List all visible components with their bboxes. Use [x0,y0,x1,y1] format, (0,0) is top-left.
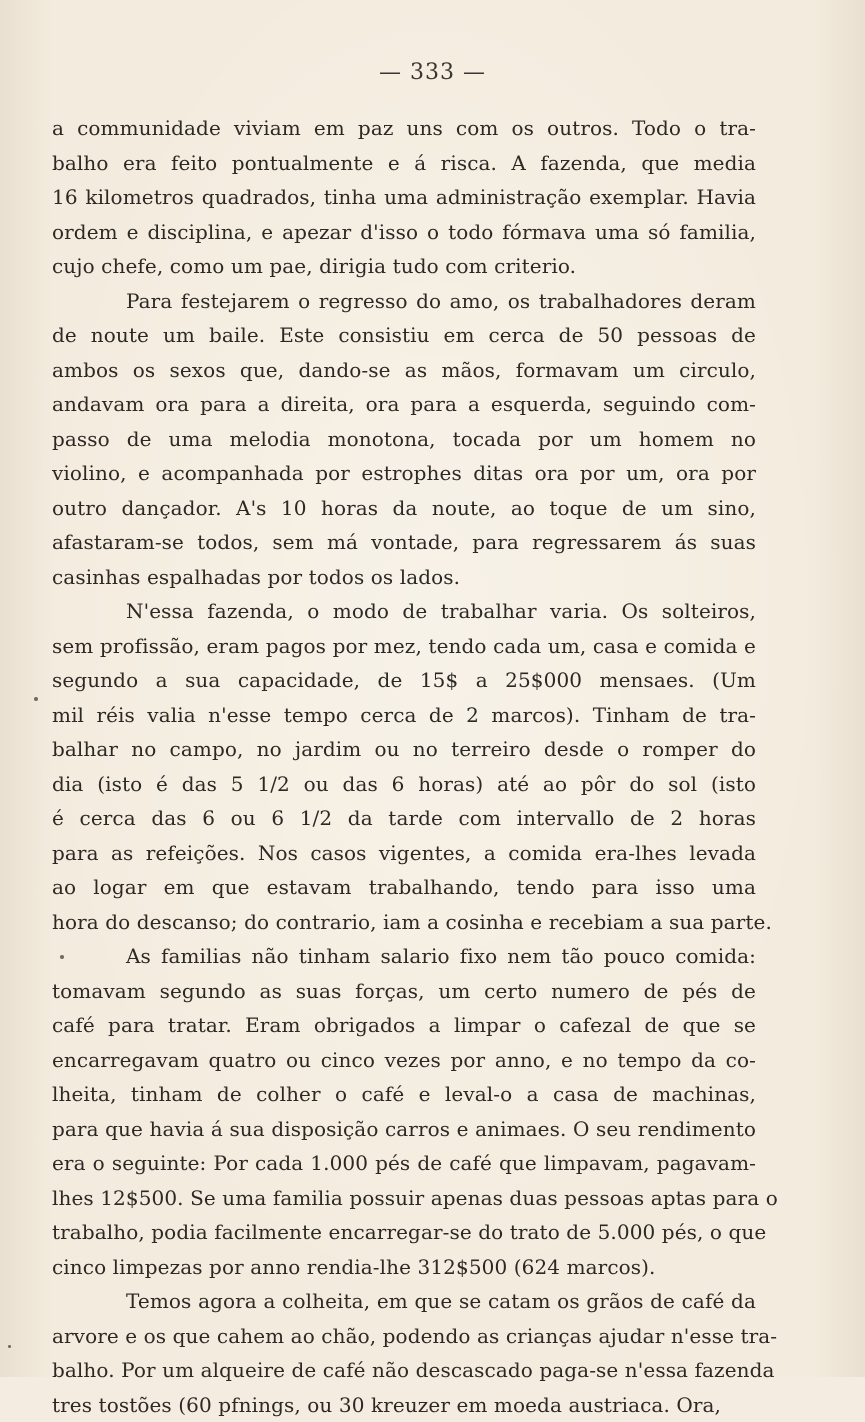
text-line: para as refeições. Nos casos vigentes, a comida era-lhes levada [52,836,756,871]
text-line: ao logar em que estavam trabalhando, tendo para isso uma [52,870,756,905]
text-line: 16 kilometros quadrados, tinha uma administração exemplar. Havia [52,180,756,215]
text-line: ambos os sexos que, dando-se as mãos, formavam um circulo, [52,353,756,388]
ink-speck [34,697,38,701]
ink-speck [60,955,64,959]
text-line: a communidade viviam em paz uns com os outros. Todo o tra- [52,111,756,146]
text-line: afastaram-se todos, sem má vontade, para regressarem ás suas [52,525,756,560]
text-line: café para tratar. Eram obrigados a limpar o cafezal de que se [52,1008,756,1043]
text-line: sem profissão, eram pagos por mez, tendo cada um, casa e comida e [52,629,756,664]
text-line: balhar no campo, no jardim ou no terreiro desde o romper do [52,732,756,767]
text-line: ordem e disciplina, e apezar d'isso o todo fórmava uma só familia, [52,215,756,250]
text-line: trabalho, podia facilmente encarregar-se do trato de 5.000 pés, o que [52,1215,756,1250]
text-line: N'essa fazenda, o modo de trabalhar varia. Os solteiros, [52,594,756,629]
text-line: outro dançador. A's 10 horas da noute, ao toque de um sino, [52,491,756,526]
text-line: mil réis valia n'esse tempo cerca de 2 marcos). Tinham de tra- [52,698,756,733]
text-line: As familias não tinham salario fixo nem tão pouco comida: [52,939,756,974]
text-line: passo de uma melodia monotona, tocada por um homem no [52,422,756,457]
text-line: é cerca das 6 ou 6 1/2 da tarde com intervallo de 2 horas [52,801,756,836]
text-line: para que havia á sua disposição carros e animaes. O seu rendimento [52,1112,756,1147]
text-line: Temos agora a colheita, em que se catam os grãos de café da [52,1284,756,1319]
body-text [52,111,756,1422]
text-line: lhes 12$500. Se uma familia possuir apenas duas pessoas aptas para o [52,1181,756,1216]
text-line: segundo a sua capacidade, de 15$ a 25$000 mensaes. (Um [52,663,756,698]
text-line: andavam ora para a direita, ora para a esquerda, seguindo com- [52,387,756,422]
ink-speck [8,1345,11,1348]
text-line: encarregavam quatro ou cinco vezes por anno, e no tempo da co- [52,1043,756,1078]
text-line: balho era feito pontualmente e á risca. A fazenda, que media [52,146,756,181]
text-line: Para festejarem o regresso do amo, os trabalhadores deram [52,284,756,319]
text-line: hora do descanso; do contrario, iam a cosinha e recebiam a sua parte. [52,905,756,940]
text-line: balho. Por um alqueire de café não descascado paga-se n'essa fazenda [52,1353,756,1388]
text-line: casinhas espalhadas por todos os lados. [52,560,756,595]
text-line: tres tostões (60 pfnings, ou 30 kreuzer em moeda austriaca. Ora, [52,1388,756,1422]
text-line: de noute um baile. Este consistiu em cerca de 50 pessoas de [52,318,756,353]
text-line: lheita, tinham de colher o café e leval-o a casa de machinas, [52,1077,756,1112]
text-line: violino, e acompanhada por estrophes ditas ora por um, ora por [52,456,756,491]
text-line: cinco limpezas por anno rendia-lhe 312$500 (624 marcos). [52,1250,756,1285]
text-line: cujo chefe, como um pae, dirigia tudo com criterio. [52,249,756,284]
text-line: tomavam segundo as suas forças, um certo numero de pés de [52,974,756,1009]
text-line: arvore e os que cahem ao chão, podendo as crianças ajudar n'esse tra- [52,1319,756,1354]
text-line: dia (isto é das 5 1/2 ou das 6 horas) até ao pôr do sol (isto [52,767,756,802]
page-number: — 333 — [0,60,865,85]
text-line: era o seguinte: Por cada 1.000 pés de café que limpavam, pagavam- [52,1146,756,1181]
